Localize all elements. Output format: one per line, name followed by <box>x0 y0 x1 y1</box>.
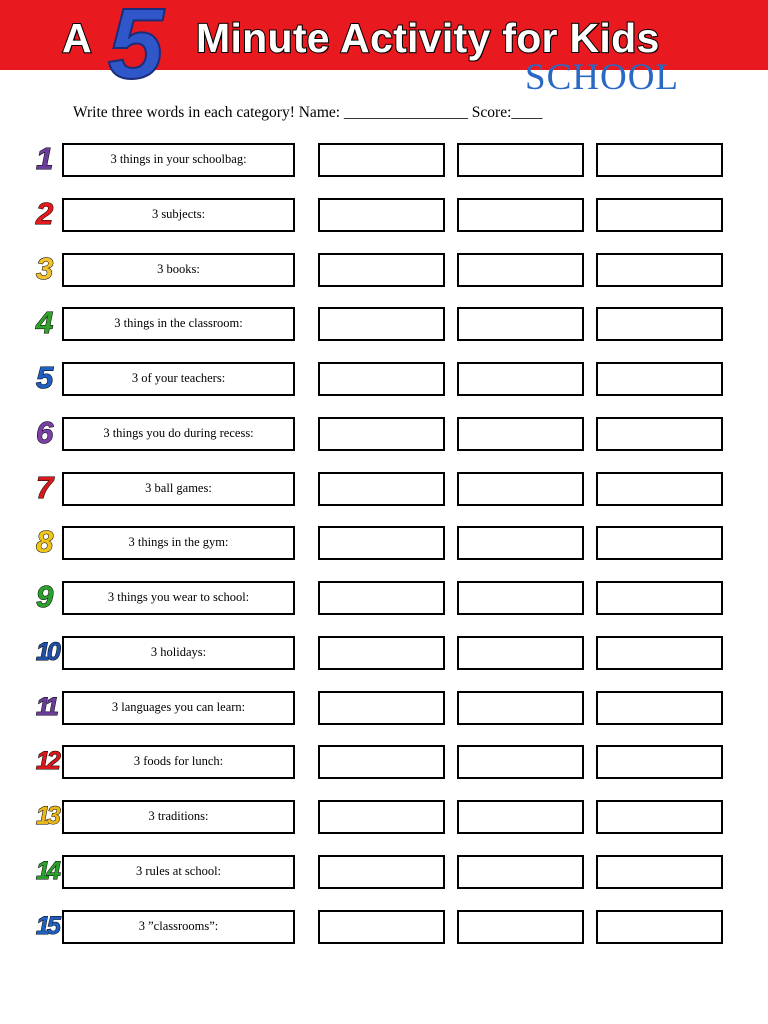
row-number: 10 <box>36 638 58 666</box>
answer-box-3[interactable] <box>596 198 723 232</box>
category-row <box>0 253 768 287</box>
answer-box-2[interactable] <box>457 472 584 506</box>
answer-box-1[interactable] <box>318 472 445 506</box>
category-label: 3 things you wear to school: <box>62 581 295 615</box>
answer-box-3[interactable] <box>596 307 723 341</box>
row-number: 3 <box>36 251 54 286</box>
category-row <box>0 362 768 396</box>
category-label: 3 languages you can learn: <box>62 691 295 725</box>
row-number: 13 <box>36 802 58 830</box>
category-row <box>0 307 768 341</box>
category-label: 3 holidays: <box>62 636 295 670</box>
answer-box-1[interactable] <box>318 691 445 725</box>
category-row <box>0 143 768 177</box>
category-label: 3 of your teachers: <box>62 362 295 396</box>
topic-subtitle: SCHOOL <box>525 57 680 98</box>
answer-box-1[interactable] <box>318 745 445 779</box>
category-label: 3 things in the classroom: <box>62 307 295 341</box>
answer-box-3[interactable] <box>596 143 723 177</box>
category-label: 3 subjects: <box>62 198 295 232</box>
answer-box-1[interactable] <box>318 143 445 177</box>
category-row <box>0 691 768 725</box>
row-number: 11 <box>36 693 56 721</box>
row-number: 14 <box>36 857 58 885</box>
row-number: 8 <box>36 524 54 559</box>
category-label: 3 foods for lunch: <box>62 745 295 779</box>
answer-box-2[interactable] <box>457 198 584 232</box>
page-title: Minute Activity for Kids <box>196 15 660 61</box>
category-row <box>0 198 768 232</box>
category-label: 3 traditions: <box>62 800 295 834</box>
row-number: 9 <box>36 579 54 614</box>
row-number: 5 <box>36 360 54 395</box>
answer-box-3[interactable] <box>596 910 723 944</box>
category-row <box>0 472 768 506</box>
answer-box-3[interactable] <box>596 855 723 889</box>
category-row <box>0 581 768 615</box>
category-label: 3 things in your schoolbag: <box>62 143 295 177</box>
answer-box-2[interactable] <box>457 636 584 670</box>
title-number: 5 <box>108 0 164 100</box>
answer-box-1[interactable] <box>318 307 445 341</box>
answer-box-3[interactable] <box>596 417 723 451</box>
category-row <box>0 910 768 944</box>
answer-box-3[interactable] <box>596 636 723 670</box>
category-label: 3 books: <box>62 253 295 287</box>
answer-box-1[interactable] <box>318 253 445 287</box>
category-row <box>0 800 768 834</box>
category-row <box>0 526 768 560</box>
answer-box-1[interactable] <box>318 526 445 560</box>
category-label: 3 things in the gym: <box>62 526 295 560</box>
row-number: 12 <box>36 747 58 775</box>
answer-box-2[interactable] <box>457 581 584 615</box>
answer-box-1[interactable] <box>318 198 445 232</box>
answer-box-2[interactable] <box>457 745 584 779</box>
answer-box-2[interactable] <box>457 526 584 560</box>
answer-box-1[interactable] <box>318 417 445 451</box>
answer-box-2[interactable] <box>457 253 584 287</box>
answer-box-1[interactable] <box>318 636 445 670</box>
answer-box-2[interactable] <box>457 800 584 834</box>
title-prefix: A <box>62 15 92 61</box>
answer-box-3[interactable] <box>596 526 723 560</box>
category-label: 3 ”classrooms”: <box>62 910 295 944</box>
answer-box-3[interactable] <box>596 691 723 725</box>
answer-box-1[interactable] <box>318 581 445 615</box>
category-row <box>0 745 768 779</box>
answer-box-2[interactable] <box>457 691 584 725</box>
answer-box-2[interactable] <box>457 417 584 451</box>
row-number: 6 <box>36 415 54 450</box>
answer-box-3[interactable] <box>596 472 723 506</box>
category-row <box>0 855 768 889</box>
answer-box-2[interactable] <box>457 307 584 341</box>
answer-box-1[interactable] <box>318 855 445 889</box>
category-label: 3 ball games: <box>62 472 295 506</box>
answer-box-3[interactable] <box>596 253 723 287</box>
row-number: 4 <box>36 305 54 340</box>
answer-box-1[interactable] <box>318 800 445 834</box>
row-number: 15 <box>36 912 58 940</box>
row-number: 1 <box>36 141 54 176</box>
answer-box-1[interactable] <box>318 910 445 944</box>
answer-box-1[interactable] <box>318 362 445 396</box>
answer-box-3[interactable] <box>596 362 723 396</box>
answer-box-2[interactable] <box>457 910 584 944</box>
answer-box-3[interactable] <box>596 745 723 779</box>
answer-box-3[interactable] <box>596 800 723 834</box>
instructions-line: Write three words in each category! Name: ________________ Score:____ <box>73 104 543 121</box>
answer-box-2[interactable] <box>457 362 584 396</box>
row-number: 7 <box>36 470 54 505</box>
answer-box-2[interactable] <box>457 855 584 889</box>
category-label: 3 rules at school: <box>62 855 295 889</box>
answer-box-2[interactable] <box>457 143 584 177</box>
category-row <box>0 636 768 670</box>
category-label: 3 things you do during recess: <box>62 417 295 451</box>
answer-box-3[interactable] <box>596 581 723 615</box>
row-number: 2 <box>36 196 54 231</box>
category-row <box>0 417 768 451</box>
